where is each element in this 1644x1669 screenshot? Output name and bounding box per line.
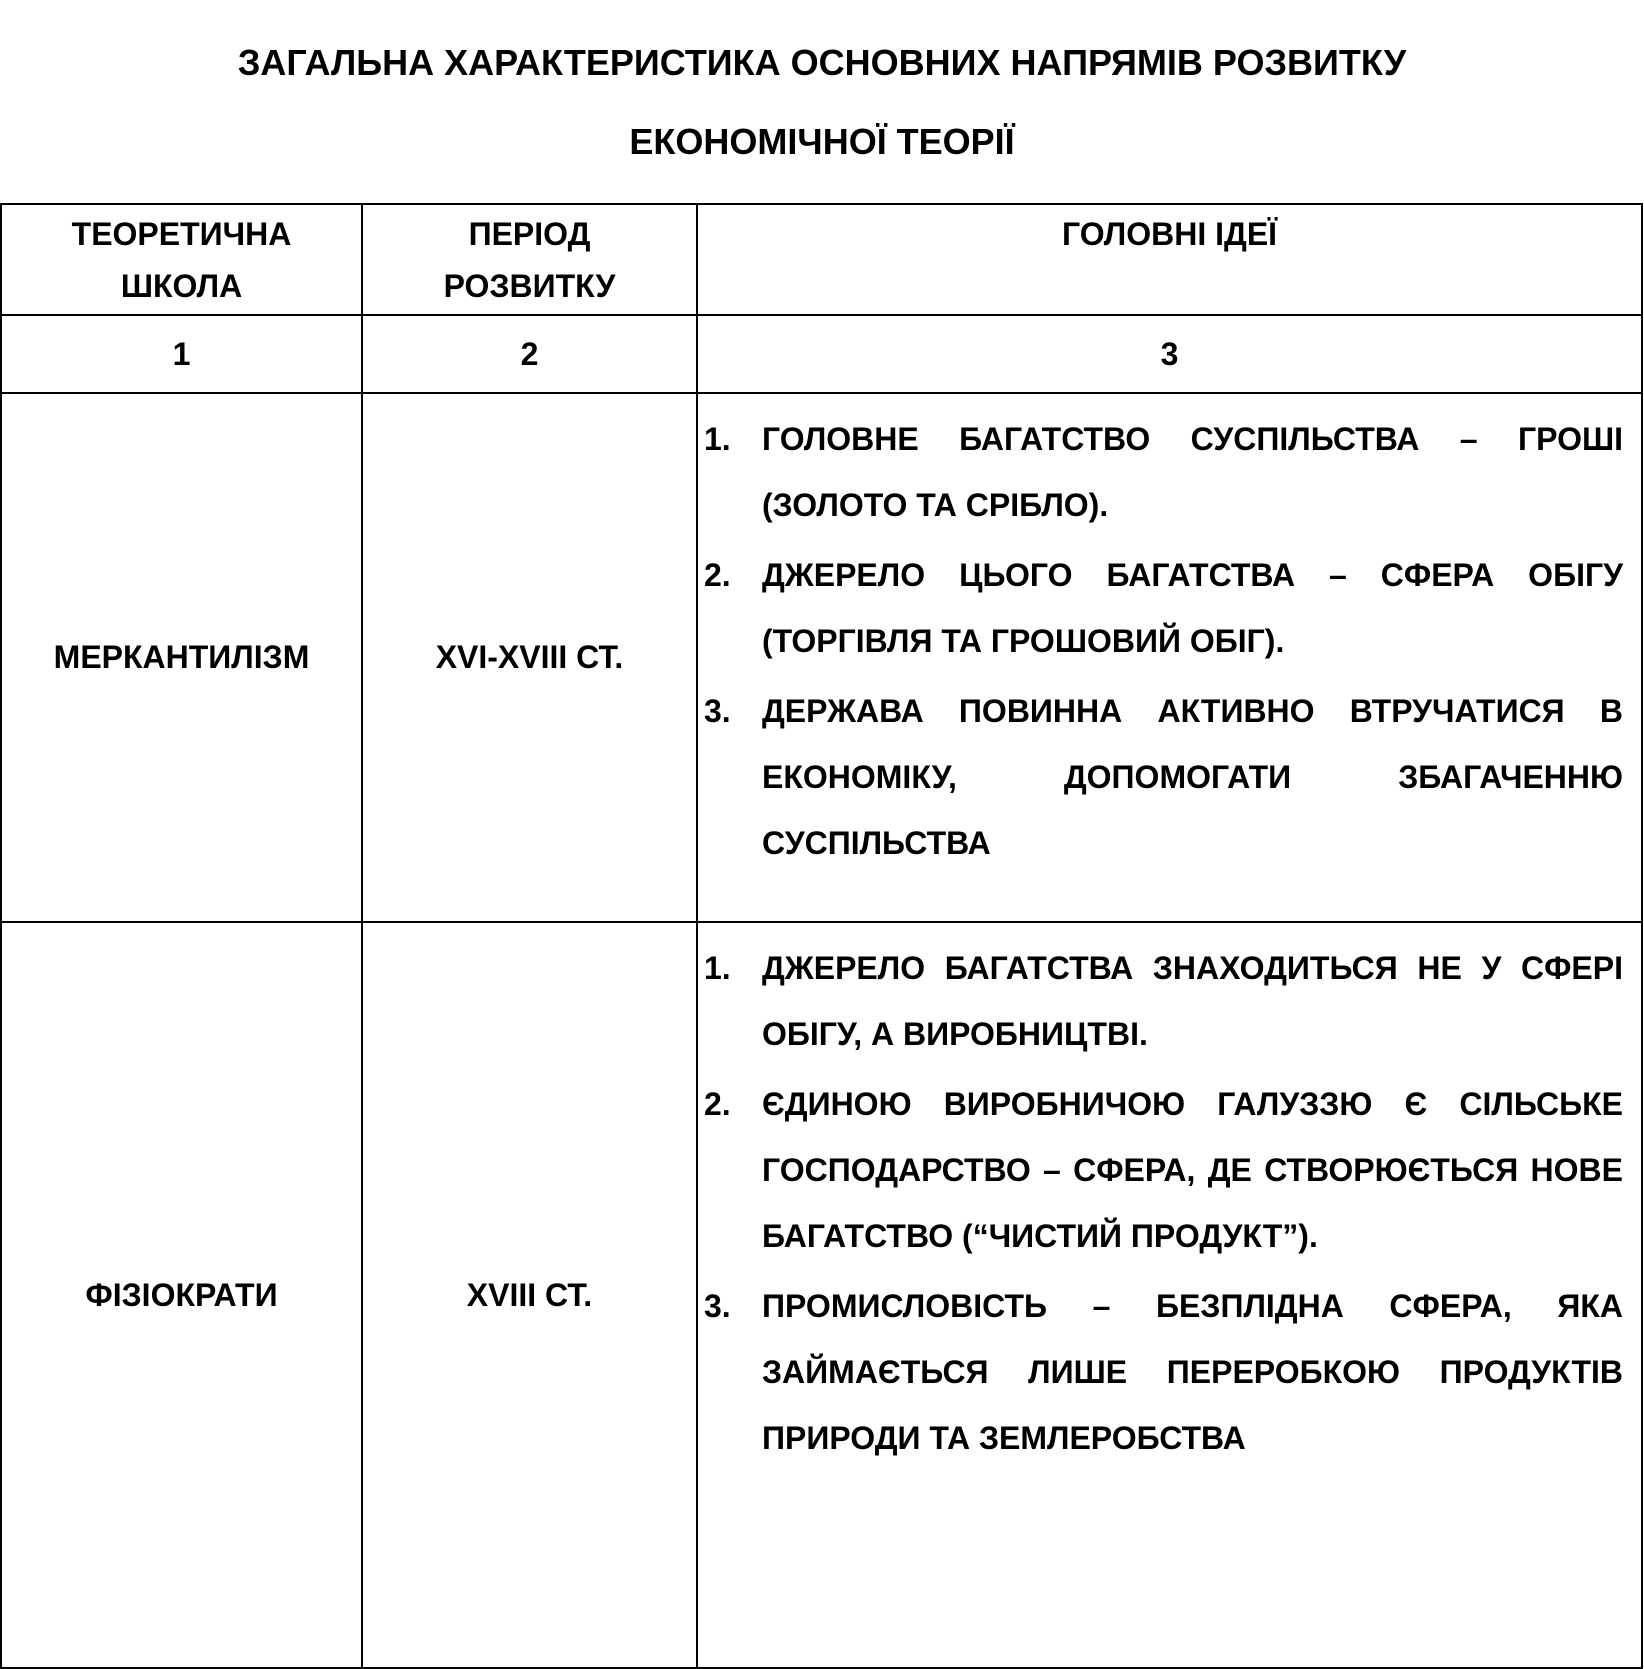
- period-cell: XVIII СТ.: [362, 922, 697, 1668]
- idea-text: ПРОМИСЛОВІСТЬ – БЕЗПЛІДНА СФЕРА, ЯКА ЗАЙМАЄТЬСЯ ЛИШЕ ПЕРЕРОБКОЮ ПРОДУКТІВ ПРИРОДИ ТА ЗЕМЛЕРОБСТВА: [762, 1288, 1623, 1456]
- column-number: 2: [362, 315, 697, 393]
- economic-schools-table: [0, 203, 1643, 1669]
- school-cell: ФІЗІОКРАТИ: [1, 922, 362, 1668]
- ideas-cell: [697, 393, 1642, 922]
- header-school: [1, 204, 362, 315]
- idea-text: ЄДИНОЮ ВИРОБНИЧОЮ ГАЛУЗЗЮ Є СІЛЬСЬКЕ ГОСПОДАРСТВО – СФЕРА, ДЕ СТВОРЮЄТЬСЯ НОВЕ БАГАТСТВО (“ЧИСТИЙ ПРОДУКТ”).: [762, 1086, 1623, 1254]
- ideas-cell: [697, 922, 1642, 1668]
- column-number: 1: [1, 315, 362, 393]
- idea-item: [704, 935, 1623, 1067]
- column-number: 3: [697, 315, 1642, 393]
- column-number-row: [1, 315, 1642, 393]
- table-row: [1, 922, 1642, 1668]
- idea-text: ДЕРЖАВА ПОВИННА АКТИВНО ВТРУЧАТИСЯ В ЕКОНОМІКУ, ДОПОМОГАТИ ЗБАГАЧЕННЮ СУСПІЛЬСТВА: [762, 693, 1623, 861]
- school-cell: МЕРКАНТИЛІЗМ: [1, 393, 362, 922]
- idea-item: [704, 1071, 1623, 1269]
- header-school-line1: ТЕОРЕТИЧНА: [71, 216, 292, 252]
- idea-number: 2.: [704, 557, 731, 593]
- idea-item: [704, 542, 1623, 674]
- idea-number: 1.: [704, 950, 731, 986]
- period-cell: XVI-XVIII СТ.: [362, 393, 697, 922]
- header-row: [1, 204, 1642, 315]
- header-school-line2: ШКОЛА: [120, 268, 243, 304]
- document-title-line-2: ЕКОНОМІЧНОЇ ТЕОРІЇ: [629, 121, 1015, 162]
- header-period-line1: ПЕРІОД: [468, 216, 591, 252]
- idea-text: ГОЛОВНЕ БАГАТСТВО СУСПІЛЬСТВА – ГРОШІ (ЗОЛОТО ТА СРІБЛО).: [762, 421, 1623, 523]
- idea-item: [704, 678, 1623, 876]
- idea-number: 2.: [704, 1086, 731, 1122]
- header-period: [362, 204, 697, 315]
- table-row: [1, 393, 1642, 922]
- idea-item: [704, 1273, 1623, 1471]
- header-ideas: ГОЛОВНІ ІДЕЇ: [697, 204, 1642, 315]
- idea-text: ДЖЕРЕЛО БАГАТСТВА ЗНАХОДИТЬСЯ НЕ У СФЕРІ ОБІГУ, А ВИРОБНИЦТВІ.: [762, 950, 1623, 1052]
- header-period-line2: РОЗВИТКУ: [443, 268, 616, 304]
- idea-number: 3.: [704, 693, 731, 729]
- idea-number: 3.: [704, 1288, 731, 1324]
- idea-number: 1.: [704, 421, 731, 457]
- idea-text: ДЖЕРЕЛО ЦЬОГО БАГАТСТВА – СФЕРА ОБІГУ (ТОРГІВЛЯ ТА ГРОШОВИЙ ОБІГ).: [762, 557, 1623, 659]
- idea-item: [704, 406, 1623, 538]
- document-title-line-1: ЗАГАЛЬНА ХАРАКТЕРИСТИКА ОСНОВНИХ НАПРЯМІВ РОЗВИТКУ: [237, 42, 1407, 83]
